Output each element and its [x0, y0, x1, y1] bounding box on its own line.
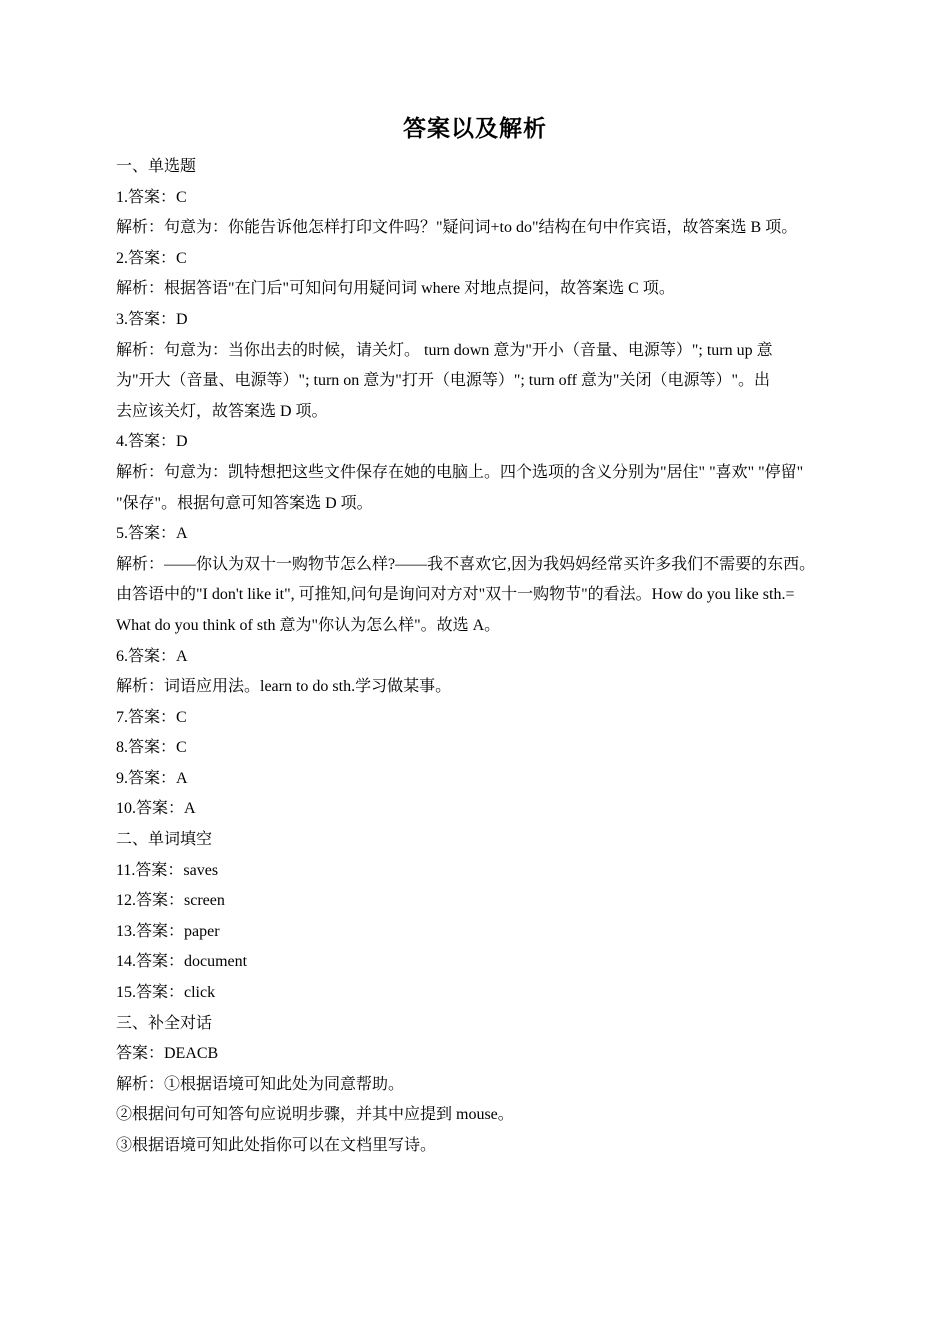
section-heading: 三、补全对话 — [116, 1014, 213, 1032]
answer-line: 6.答案：A — [116, 647, 188, 665]
answer-line: 2.答案：C — [116, 249, 187, 267]
answer-content — [116, 152, 846, 1162]
answer-line: 答案：DEACB — [116, 1045, 219, 1063]
explanation-line: 解析：——你认为双十一购物节怎么样?——我不喜欢它,因为我妈妈经常买许多我们不需要的东西。 — [116, 555, 816, 573]
answer-line: 14.答案：document — [116, 953, 248, 971]
explanation-line: 解析：句意为：你能告诉他怎样打印文件吗？"疑问词+to do"结构在句中作宾语，故答案选 B 项。 — [116, 219, 798, 237]
explanation-line: 解析：句意为：当你出去的时候，请关灯。 turn down 意为"开小（音量、电源等）"; turn up 意 — [116, 341, 773, 359]
section-heading: 二、单词填空 — [116, 831, 213, 849]
answer-line: 10.答案：A — [116, 800, 196, 818]
answer-line: 7.答案：C — [116, 708, 187, 726]
explanation-line: ②根据问句可知答句应说明步骤，并其中应提到 mouse。 — [116, 1106, 514, 1124]
page-title: 答案以及解析 — [403, 116, 547, 142]
answer-line: 9.答案：A — [116, 769, 188, 787]
answer-line: 11.答案：saves — [116, 861, 219, 879]
answer-line: 1.答案：C — [116, 188, 187, 206]
answer-line: 12.答案：screen — [116, 892, 225, 910]
answer-line: 15.答案：click — [116, 984, 216, 1002]
explanation-line: "保存"。根据句意可知答案选 D 项。 — [116, 494, 373, 512]
explanation-line: 去应该关灯，故答案选 D 项。 — [116, 402, 328, 420]
answer-line: 13.答案：paper — [116, 922, 220, 940]
answer-line: 5.答案：A — [116, 525, 188, 543]
explanation-line: 解析：词语应用法。learn to do sth.学习做某事。 — [116, 678, 452, 696]
explanation-line: 由答语中的"I don't like it", 可推知,问句是询问对方对"双十一购物节"的看法。How do you like sth.= — [116, 586, 795, 604]
explanation-line: 解析：根据答语"在门后"可知问句用疑问词 where 对地点提问，故答案选 C 项。 — [116, 280, 675, 298]
explanation-line: 解析：①根据语境可知此处为同意帮助。 — [116, 1075, 405, 1093]
explanation-line: 为"开大（音量、电源等）"; turn on 意为"打开（电源等）"; turn off 意为"关闭（电源等）"。出 — [116, 372, 770, 390]
answer-line: 8.答案：C — [116, 739, 187, 757]
section-heading: 一、单选题 — [116, 158, 197, 175]
answer-line: 3.答案：D — [116, 310, 188, 328]
explanation-line: ③根据语境可知此处指你可以在文档里写诗。 — [116, 1137, 437, 1154]
answer-line: 4.答案：D — [116, 433, 188, 451]
explanation-line: What do you think of sth 意为"你认为怎么样"。故选 A。 — [116, 616, 501, 634]
explanation-line: 解析：句意为：凯特想把这些文件保存在她的电脑上。四个选项的含义分别为"居住" "喜欢" "停留" — [116, 463, 804, 481]
